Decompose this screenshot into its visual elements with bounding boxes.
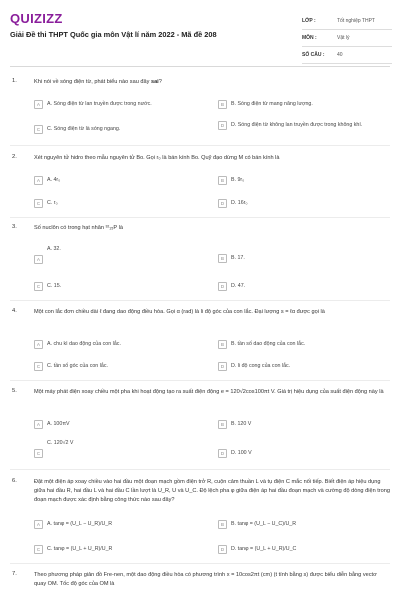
option-d[interactable] bbox=[218, 199, 388, 208]
question-number: 7. bbox=[12, 571, 17, 577]
option-letter-box: A bbox=[34, 520, 43, 529]
option-letter-box: A bbox=[34, 255, 43, 264]
question-3 bbox=[12, 224, 390, 233]
option-text: D. 16r₀ bbox=[231, 200, 248, 206]
option-a[interactable] bbox=[34, 520, 204, 529]
option-letter-box: D bbox=[218, 362, 227, 371]
option-b[interactable] bbox=[218, 340, 388, 349]
question-text: Đặt một điện áp xoay chiều vào hai đầu một đoạn mạch gồm điện trở R, cuộn cảm thuần L và tụ điện C mắc nối tiếp. Biết điện áp hiệu dụng giữa hai đầu R, hai đầu L và hai đầu C lần lượt là U_R, U và U_C. Độ lệch pha φ giữa điện áp hai đầu đoạn mạch và cường độ dòng điện trong đoạn mạch được xác định bằng công thức nào sau đây? bbox=[34, 479, 390, 503]
option-text: A. 100πV bbox=[47, 421, 70, 427]
option-letter-box: B bbox=[218, 420, 227, 429]
meta-key: MÔN : bbox=[302, 35, 317, 41]
question-divider bbox=[10, 563, 390, 564]
question-2 bbox=[12, 154, 390, 163]
option-text: C. 120√2 V bbox=[47, 440, 74, 446]
option-letter-box: C bbox=[34, 125, 43, 134]
option-text: A. 4r₀ bbox=[47, 177, 61, 183]
option-text: A. tanφ = (U_L − U_R)/U_R bbox=[47, 521, 113, 527]
option-text: A. 32. bbox=[47, 246, 61, 252]
option-a[interactable] bbox=[34, 340, 204, 349]
option-c[interactable] bbox=[34, 545, 204, 554]
question-divider bbox=[10, 469, 390, 470]
option-text: C. 15. bbox=[47, 283, 62, 289]
question-number: 5. bbox=[12, 388, 17, 394]
quizizz-logo bbox=[10, 11, 63, 26]
option-c[interactable] bbox=[34, 282, 204, 291]
option-c[interactable] bbox=[34, 199, 204, 208]
option-letter-box: D bbox=[218, 545, 227, 554]
logo-text: QUIZIZZ bbox=[10, 11, 63, 26]
option-d[interactable] bbox=[218, 362, 388, 371]
option-text: D. tanφ = (U_L + U_R)/U_C bbox=[231, 546, 297, 552]
option-c[interactable] bbox=[34, 440, 204, 458]
option-text: A. chu kì dao động của con lắc. bbox=[47, 341, 121, 347]
question-number: 4. bbox=[12, 308, 17, 314]
option-d[interactable] bbox=[218, 545, 388, 554]
option-letter-box: C bbox=[34, 362, 43, 371]
question-text: Khi nói về sóng điện từ, phát biểu nào sau đây sai? bbox=[34, 79, 162, 85]
question-divider bbox=[10, 380, 390, 381]
question-text: Số nuclôn có trong hạt nhân ³²₁₅P là bbox=[34, 225, 123, 231]
meta-value: 40 bbox=[337, 52, 343, 58]
meta-value: Tốt nghiệp THPT bbox=[337, 18, 375, 24]
option-d[interactable] bbox=[218, 449, 388, 458]
option-a[interactable] bbox=[34, 420, 204, 429]
option-b[interactable] bbox=[218, 520, 388, 529]
document-title: Giải Đề thi THPT Quốc gia môn Vật lí năm 2022 - Mã đề 208 bbox=[10, 30, 217, 39]
option-letter-box: D bbox=[218, 282, 227, 291]
option-letter-box: C bbox=[34, 199, 43, 208]
option-text: C. Sóng điện từ là sóng ngang. bbox=[47, 126, 121, 132]
question-number: 6. bbox=[12, 478, 17, 484]
option-letter-box: C bbox=[34, 449, 43, 458]
option-text: C. tần số góc của con lắc. bbox=[47, 363, 108, 369]
option-text: D. 47. bbox=[231, 283, 246, 289]
option-letter-box: B bbox=[218, 254, 227, 263]
question-1 bbox=[12, 78, 390, 87]
option-text: B. 17. bbox=[231, 255, 245, 261]
option-letter-box: A bbox=[34, 340, 43, 349]
option-letter-box: D bbox=[218, 199, 227, 208]
question-text: Một con lắc đơn chiều dài ℓ đang dao động điều hòa. Gọi α (rad) là li độ góc của con lắc. Đại lượng s = ℓα được gọi là bbox=[34, 309, 325, 315]
meta-value: Vật lý bbox=[337, 35, 350, 41]
meta-table bbox=[302, 13, 392, 64]
question-number: 3. bbox=[12, 224, 17, 230]
option-letter-box: B bbox=[218, 176, 227, 185]
option-text: B. 9r₀ bbox=[231, 177, 245, 183]
meta-key: SỐ CÂU : bbox=[302, 52, 325, 58]
question-divider bbox=[10, 300, 390, 301]
option-letter-box: D bbox=[218, 449, 227, 458]
option-letter-box: A bbox=[34, 420, 43, 429]
option-letter-box: D bbox=[218, 121, 227, 130]
option-letter-box: B bbox=[218, 520, 227, 529]
header-divider bbox=[10, 66, 390, 67]
option-letter-box: B bbox=[218, 340, 227, 349]
option-text: B. tần số dao động của con lắc. bbox=[231, 341, 306, 347]
meta-row-class bbox=[302, 13, 392, 30]
option-a[interactable] bbox=[34, 100, 204, 109]
option-b[interactable] bbox=[218, 176, 388, 185]
question-number: 2. bbox=[12, 154, 17, 160]
option-c[interactable] bbox=[34, 362, 204, 371]
option-text: A. Sóng điện từ lan truyền được trong nước. bbox=[47, 101, 152, 107]
question-number: 1. bbox=[12, 78, 17, 84]
option-b[interactable] bbox=[218, 420, 388, 429]
question-text: Một máy phát điện xoay chiều một pha khi hoạt động tạo ra suất điện động e = 120√2cos100πt V. Giá trị hiệu dụng của suất điện động này là bbox=[34, 389, 384, 395]
option-a[interactable] bbox=[34, 246, 204, 264]
option-text: C. r₀ bbox=[47, 200, 58, 206]
option-d[interactable] bbox=[218, 282, 388, 291]
meta-row-count bbox=[302, 47, 392, 64]
option-text: B. 120 V bbox=[231, 421, 252, 427]
option-a[interactable] bbox=[34, 176, 204, 185]
meta-key: LỚP : bbox=[302, 18, 316, 24]
option-text: B. Sóng điện từ mang năng lượng. bbox=[231, 101, 313, 107]
option-letter-box: A bbox=[34, 100, 43, 109]
option-text: D. 100 V bbox=[231, 450, 252, 456]
option-text: B. tanφ = (U_L − U_C)/U_R bbox=[231, 521, 297, 527]
option-c[interactable] bbox=[34, 125, 204, 134]
option-letter-box: C bbox=[34, 545, 43, 554]
question-4 bbox=[12, 308, 390, 317]
option-letter-box: C bbox=[34, 282, 43, 291]
question-divider bbox=[10, 217, 390, 218]
option-letter-box: B bbox=[218, 100, 227, 109]
question-7 bbox=[12, 571, 390, 589]
question-5 bbox=[12, 388, 390, 397]
option-text: D. li độ cong của con lắc. bbox=[231, 363, 291, 369]
question-text: Xét nguyên tử hidro theo mẫu nguyên tử Bo. Gọi r₀ là bán kính Bo. Quỹ đạo dừng M có bán kính là bbox=[34, 155, 280, 161]
question-divider bbox=[10, 145, 390, 146]
question-6 bbox=[12, 478, 390, 505]
option-text: D. Sóng điện từ không lan truyền được trong không khí. bbox=[231, 122, 363, 128]
option-b[interactable] bbox=[218, 100, 388, 109]
option-letter-box: A bbox=[34, 176, 43, 185]
question-text: Theo phương pháp giản đồ Fre-nen, một dao động điều hòa có phương trình x = 10cos2πt (cm) (t tính bằng s) được biểu diễn bằng vectơ quay OM. Tốc độ góc của OM là bbox=[34, 572, 377, 587]
meta-row-subject bbox=[302, 30, 392, 47]
option-d[interactable] bbox=[218, 121, 388, 130]
option-text: C. tanφ = (U_L + U_R)/U_R bbox=[47, 546, 113, 552]
option-b[interactable] bbox=[218, 254, 388, 263]
